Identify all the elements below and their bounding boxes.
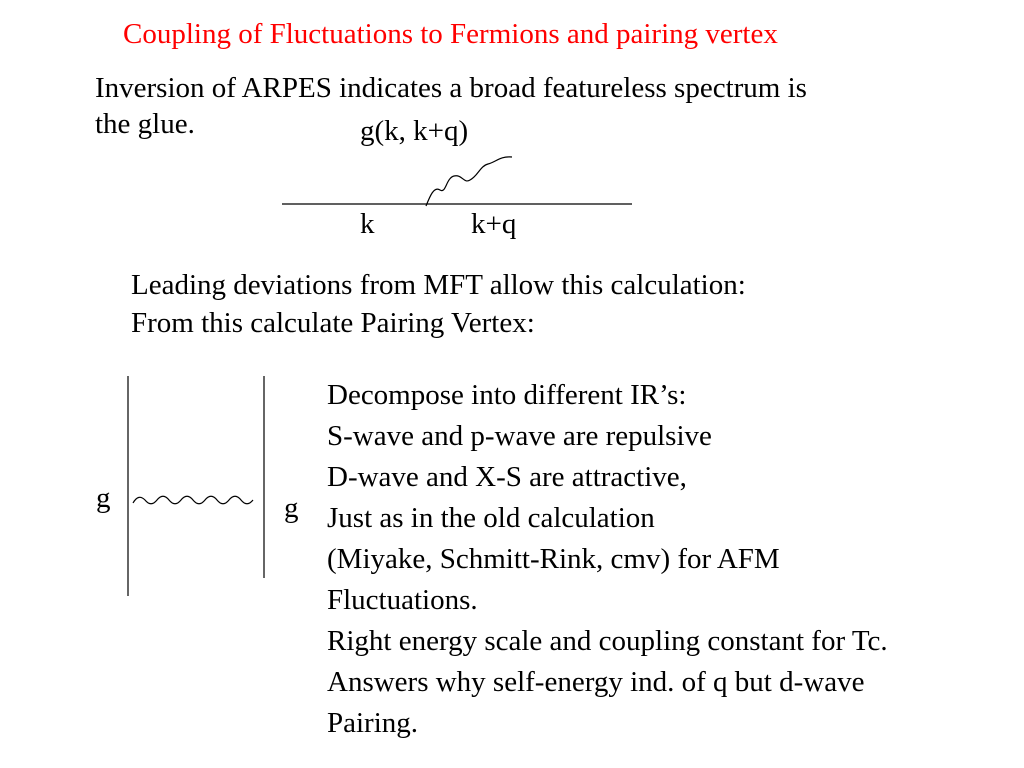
decompose-line-4: Just as in the old calculation [327,502,655,534]
slide-title: Coupling of Fluctuations to Fermions and pairing vertex [123,18,778,50]
coupling-label: g(k, k+q) [360,115,469,147]
decompose-line-8: Answers why self-energy ind. of q but d-wave [327,666,865,698]
kq-label: k+q [471,208,517,240]
decompose-line-1: Decompose into different IR’s: [327,379,687,411]
intro-line-2: the glue. [95,108,195,140]
decompose-line-3: D-wave and X-S are attractive, [327,461,687,493]
decompose-line-2: S-wave and p-wave are repulsive [327,420,712,452]
pairing-right-g-label: g [284,492,299,524]
decompose-line-9: Pairing. [327,707,419,739]
decompose-line-5: (Miyake, Schmitt-Rink, cmv) for AFM [327,543,780,575]
pairing-left-g-label: g [96,482,111,514]
wavy-boson-line [426,157,512,206]
decompose-text [327,375,888,744]
mft-text [131,266,746,342]
mft-line-1: Leading deviations from MFT allow this calculation: [131,269,746,301]
intro-line-1: Inversion of ARPES indicates a broad featureless spectrum is [95,72,807,104]
k-label: k [360,208,375,240]
decompose-line-6: Fluctuations. [327,584,478,616]
mft-line-2: From this calculate Pairing Vertex: [131,307,535,339]
pairing-wavy-line [133,496,253,504]
decompose-line-7: Right energy scale and coupling constant for Tc. [327,625,888,657]
